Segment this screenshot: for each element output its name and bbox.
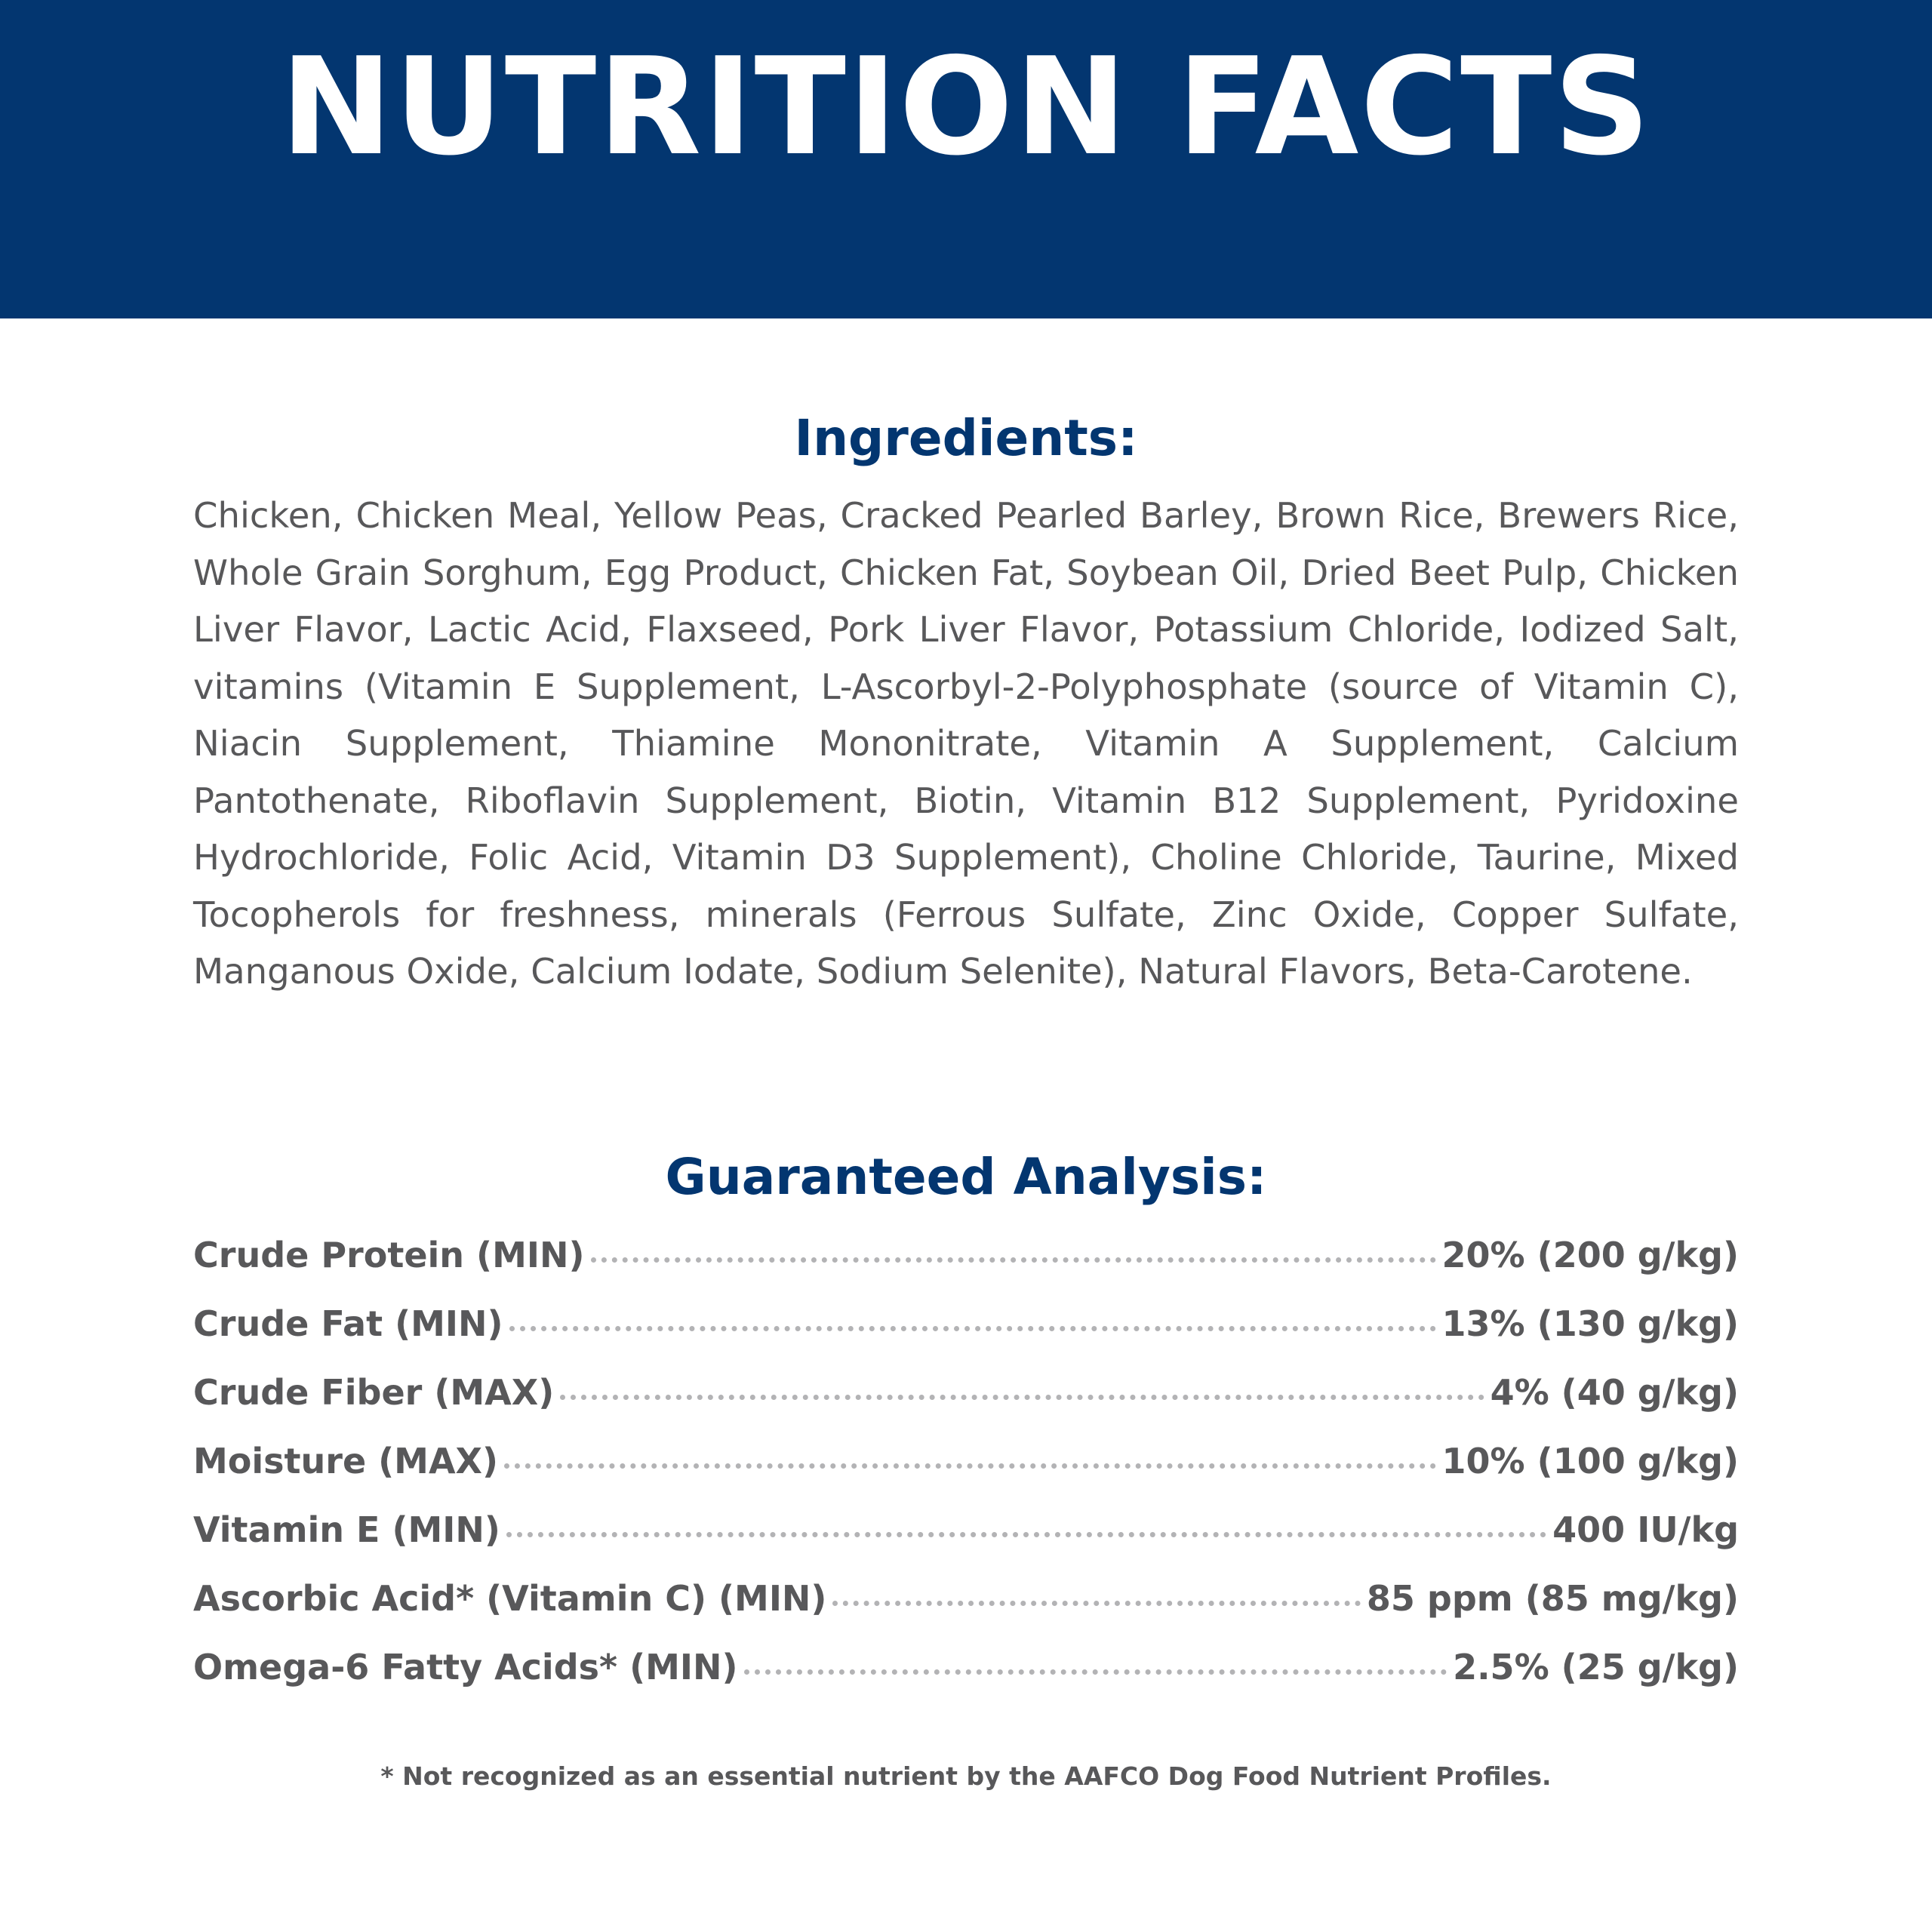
analysis-value: 400 IU/kg <box>1552 1509 1739 1550</box>
analysis-label: Omega-6 Fatty Acids* (MIN) <box>193 1647 738 1687</box>
dot-leader <box>506 1532 1546 1537</box>
analysis-label: Crude Protein (MIN) <box>193 1235 585 1275</box>
analysis-value: 13% (130 g/kg) <box>1441 1303 1739 1344</box>
analysis-label: Ascorbic Acid* (Vitamin C) (MIN) <box>193 1578 827 1619</box>
analysis-row-omega-6 <box>193 1647 1739 1718</box>
analysis-row-crude-fat <box>193 1303 1739 1375</box>
analysis-row-vitamin-e <box>193 1509 1739 1581</box>
analysis-value: 10% (100 g/kg) <box>1441 1441 1739 1481</box>
analysis-label: Crude Fiber (MAX) <box>193 1372 555 1413</box>
analysis-value: 4% (40 g/kg) <box>1490 1372 1739 1413</box>
guaranteed-analysis-heading: Guaranteed Analysis: <box>665 1148 1267 1206</box>
guaranteed-analysis-table <box>193 1235 1739 1718</box>
analysis-row-ascorbic-acid <box>193 1578 1739 1650</box>
page-title: NUTRITION FACTS <box>280 29 1652 186</box>
ingredients-list: Chicken, Chicken Meal, Yellow Peas, Cracked Pearled Barley, Brown Rice, Brewers Rice, Whole Grain Sorghum, Egg Product, Chicken Fat, Soybean Oil, Dried Beet Pulp, Chicken Liver Flavor, Lactic Acid, Flaxseed, Pork Liver Flavor, Potassium Chloride, Iodized Salt, vitamins (Vitamin E Supplement, L-Ascorbyl-2-Polyphosphate (source of Vitamin C), Niacin Supplement, Thiamine Mononitrate, Vitamin A Supplement, Calcium Pantothenate, Riboflavin Supplement, Biotin, Vitamin B12 Supplement, Pyridoxine Hydrochloride, Folic Acid, Vitamin D3 Supplement), Choline Chloride, Taurine, Mixed Tocopherols for freshness, minerals (Ferrous Sulfate, Zinc Oxide, Copper Sulfate, Manganous Oxide, Calcium Iodate, Sodium Selenite), Natural Flavors, Beta-Carotene. <box>193 495 1739 992</box>
analysis-value: 2.5% (25 g/kg) <box>1453 1647 1739 1687</box>
analysis-label: Vitamin E (MIN) <box>193 1509 500 1550</box>
analysis-row-crude-fiber <box>193 1372 1739 1444</box>
analysis-row-moisture <box>193 1441 1739 1512</box>
dot-leader <box>560 1395 1484 1400</box>
analysis-value: 20% (200 g/kg) <box>1441 1235 1739 1275</box>
aafco-footnote: * Not recognized as an essential nutrient by the AAFCO Dog Food Nutrient Profiles. <box>380 1761 1552 1791</box>
header-banner <box>0 0 1932 318</box>
analysis-label: Crude Fat (MIN) <box>193 1303 503 1344</box>
analysis-row-crude-protein <box>193 1235 1739 1306</box>
analysis-value: 85 ppm (85 mg/kg) <box>1366 1578 1739 1619</box>
dot-leader <box>509 1326 1436 1331</box>
dot-leader <box>504 1463 1435 1469</box>
dot-leader <box>591 1257 1436 1263</box>
dot-leader <box>832 1601 1360 1606</box>
ingredients-heading: Ingredients: <box>794 409 1138 467</box>
dot-leader <box>744 1669 1447 1675</box>
analysis-label: Moisture (MAX) <box>193 1441 499 1481</box>
